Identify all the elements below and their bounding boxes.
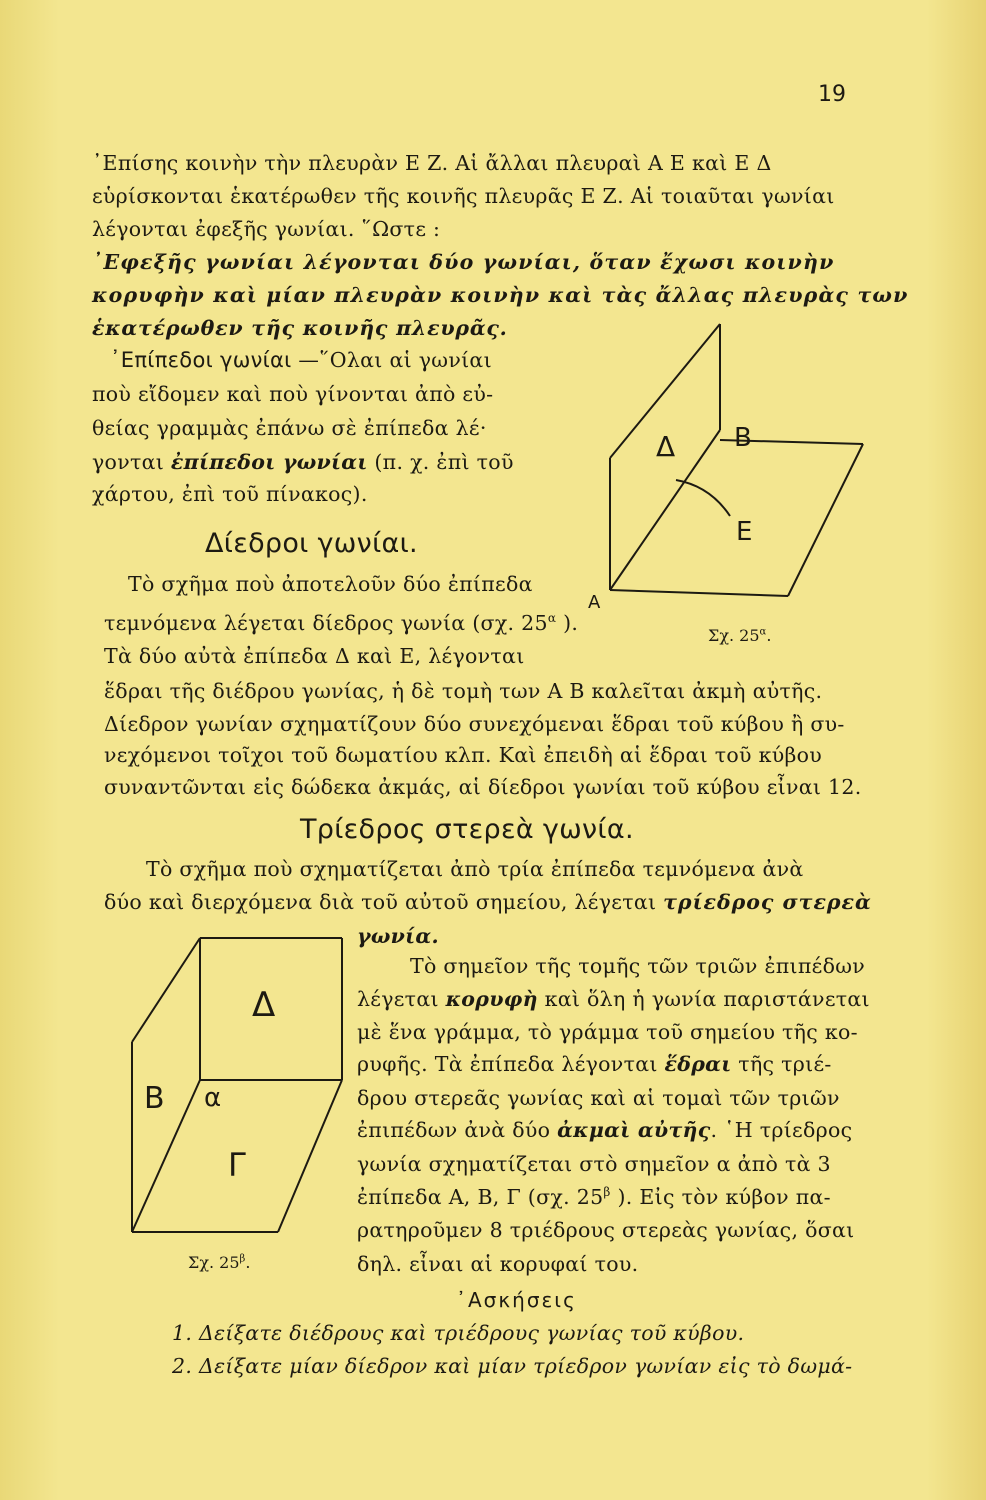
exercise-item: 2. Δείξατε μίαν δίεδρον καὶ μίαν τρίεδρον γωνίαν εἰς τὸ δωμά-: [172, 1354, 853, 1378]
term-text: γωνία.: [357, 924, 439, 948]
body-text: δύο καὶ διερχόμενα διὰ τοῦ αὐτοῦ σημείου, λέγεται: [104, 890, 664, 914]
superscript: α: [759, 626, 767, 638]
body-line: Τὸ σημεῖον τῆς τομῆς τῶν τριῶν ἐπιπέδων: [410, 954, 866, 978]
section-heading-trihedral: Τρίεδρος στερεὰ γωνία.: [300, 814, 634, 845]
figure-25a-caption: [708, 626, 771, 645]
body-text: ). Εἰς τὸν κύβον πα-: [610, 1184, 831, 1209]
body-text: —῞Ολαι αἱ γωνίαι: [291, 348, 492, 372]
superscript: β: [603, 1185, 611, 1199]
body-line: δρου στερεᾶς γωνίας καὶ αἱ τομαὶ τῶν τριῶν: [357, 1086, 840, 1110]
body-line: λέγονται ἐφεξῆς γωνίαι. ῞Ωστε :: [92, 217, 441, 241]
body-text: ἐπιπέδων ἀνὰ δύο: [357, 1118, 558, 1142]
superscript: β: [239, 1253, 246, 1265]
caption-text: Σχ. 25: [708, 626, 760, 645]
body-text: (π. χ. ἐπὶ τοῦ: [367, 450, 514, 474]
body-text: ρυφῆς. Τὰ ἐπίπεδα λέγονται: [357, 1052, 665, 1076]
body-line: ποὺ εἴδομεν καὶ ποὺ γίνονται ἀπὸ εὐ-: [92, 382, 494, 406]
definition-line: ἑκατέρωθεν τῆς κοινῆς πλευρᾶς.: [92, 316, 508, 340]
label-a: α: [204, 1083, 222, 1113]
term-text: ἀκμαὶ αὐτῆς: [557, 1118, 711, 1142]
body-text: ).: [556, 610, 579, 635]
definition-line: κορυφὴν καὶ μίαν πλευρὰν κοινὴν καὶ τὰς ἄλλας πλευρὰς των: [92, 283, 909, 307]
term-text: ἐπίπεδοι γωνίαι: [170, 450, 368, 474]
label-d: Δ: [252, 985, 276, 1025]
body-text: τεμνόμενα λέγεται δίεδρος γωνία (σχ. 25: [104, 610, 548, 635]
body-text: καὶ ὅλη ἡ γωνία παριστάνεται: [537, 987, 870, 1011]
body-line: [104, 612, 578, 633]
body-line: [110, 350, 492, 371]
label-g: Γ: [228, 1146, 246, 1184]
term-text: κορυφὴ: [445, 987, 538, 1011]
caption-text: .: [766, 626, 772, 645]
label-d: Δ: [656, 430, 676, 463]
exercises-heading: ᾿Ασκήσεις: [456, 1288, 577, 1312]
term-plane-angles: ᾿Επίπεδοι γωνίαι: [110, 348, 292, 372]
label-b: Β: [734, 423, 752, 453]
body-line: εὑρίσκονται ἑκατέρωθεν τῆς κοινῆς πλευρᾶς Ε Ζ. Αἱ τοιαῦται γωνίαι: [92, 184, 835, 208]
body-line: ρατηροῦμεν 8 τριέδρους στερεὰς γωνίας, ὅσαι: [357, 1218, 855, 1242]
body-line: [357, 989, 870, 1010]
caption-text: Σχ. 25: [188, 1253, 240, 1272]
body-line: νεχόμενοι τοῖχοι τοῦ δωματίου κλπ. Καὶ ἐπειδὴ αἱ ἕδραι τοῦ κύβου: [104, 743, 823, 767]
body-line: [357, 1120, 852, 1141]
body-line: [92, 452, 514, 473]
caption-text: .: [245, 1253, 251, 1272]
label-a: Α: [588, 592, 601, 613]
page-number: 19: [818, 82, 846, 107]
figure-25b-caption: [188, 1253, 250, 1272]
body-line: χάρτου, ἐπὶ τοῦ πίνακος).: [92, 482, 368, 506]
definition-line: ᾿Εφεξῆς γωνίαι λέγονται δύο γωνίαι, ὅταν ἔχωσι κοινὴν: [92, 250, 835, 274]
body-line: ᾿Επίσης κοινὴν τὴν πλευρὰν Ε Ζ. Αἱ ἄλλαι πλευραὶ Α Ε καὶ Ε Δ: [92, 151, 772, 175]
body-line: Δίεδρον γωνίαν σχηματίζουν δύο συνεχόμεναι ἕδραι τοῦ κύβου ἢ συ-: [104, 712, 845, 736]
body-line: [104, 892, 872, 913]
body-line: συναντῶνται εἰς δώδεκα ἀκμάς, αἱ δίεδροι γωνίαι τοῦ κύβου εἶναι 12.: [104, 775, 862, 799]
body-text: . ῾Η τρίεδρος: [710, 1118, 853, 1142]
body-line: Τὸ σχῆμα ποὺ σχηματίζεται ἀπὸ τρία ἐπίπεδα τεμνόμενα ἀνὰ: [146, 857, 804, 881]
body-line: [357, 1186, 831, 1207]
body-text: λέγεται: [357, 987, 446, 1011]
body-line: γωνία σχηματίζεται στὸ σημεῖον α ἀπὸ τὰ 3: [357, 1152, 831, 1176]
body-line: μὲ ἕνα γράμμα, τὸ γράμμα τοῦ σημείου τῆς κο-: [357, 1020, 858, 1044]
term-text: τρίεδρος στερεὰ: [663, 890, 872, 914]
term-text: ἕδραι: [664, 1052, 732, 1076]
figure-25b-trihedral: [120, 930, 360, 1240]
body-line: Τὸ σχῆμα ποὺ ἀποτελοῦν δύο ἐπίπεδα: [128, 572, 533, 596]
figure-25a-dihedral: [580, 318, 880, 618]
superscript: α: [547, 611, 557, 625]
body-text: ἐπίπεδα Α, Β, Γ (σχ. 25: [357, 1184, 604, 1209]
body-line: [357, 1054, 832, 1075]
label-e: Ε: [736, 517, 753, 547]
exercise-item: 1. Δείξατε διέδρους καὶ τριέδρους γωνίας τοῦ κύβου.: [172, 1321, 745, 1345]
body-line: ἕδραι τῆς διέδρου γωνίας, ἡ δὲ τομὴ των Α Β καλεῖται ἀκμὴ αὐτῆς.: [104, 679, 823, 703]
body-text: τῆς τριέ-: [731, 1052, 832, 1076]
body-line: Τὰ δύο αὐτὰ ἐπίπεδα Δ καὶ Ε, λέγονται: [104, 644, 525, 668]
body-line: δηλ. εἶναι αἱ κορυφαί του.: [357, 1252, 639, 1276]
section-heading-dihedral: Δίεδροι γωνίαι.: [205, 528, 418, 559]
body-line: θείας γραμμὰς ἐπάνω σὲ ἐπίπεδα λέ·: [92, 416, 487, 440]
label-b: Β: [144, 1081, 165, 1116]
body-text: γονται: [92, 450, 171, 474]
